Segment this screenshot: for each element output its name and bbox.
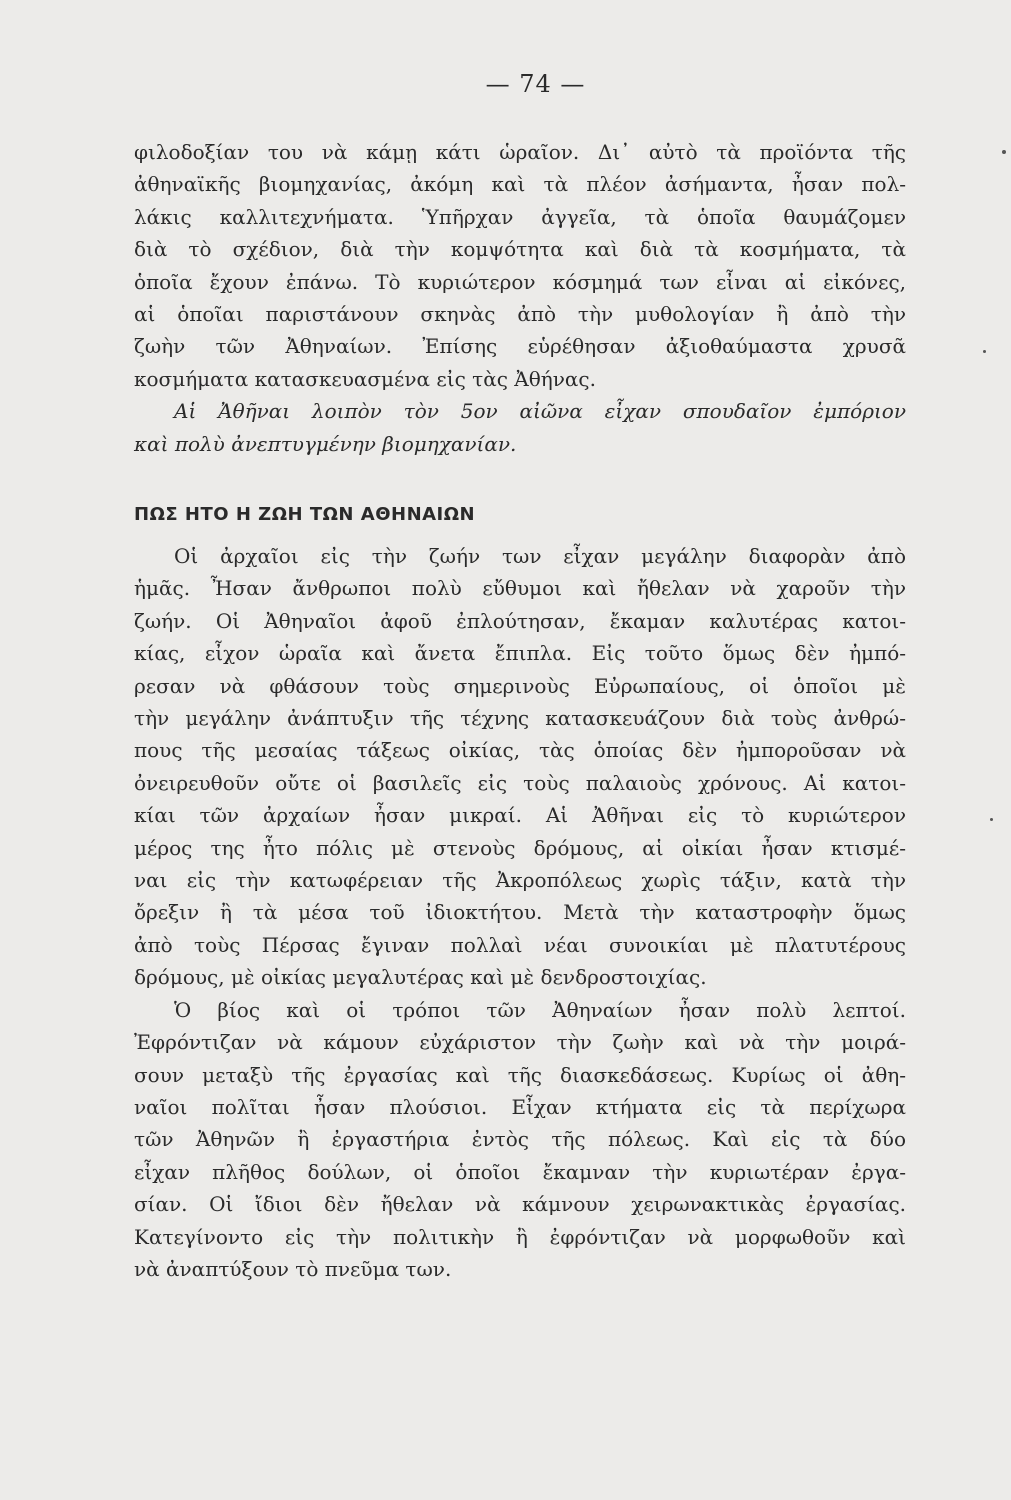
text-line: ναῖοι πολῖται ἦσαν πλούσιοι. Εἶχαν κτήματα εἰς τὰ περίχωρα [134,1094,906,1119]
text-line: τὴν μεγάλην ἀνάπτυξιν τῆς τέχνης κατασκευάζουν διὰ τοὺς ἀνθρώ- [134,706,906,731]
text-line: σίαν. Οἱ ἴδιοι δὲν ἤθελαν νὰ κάμνουν χειρωνακτικὰς ἐργασίας. [134,1192,906,1217]
section-commerce-text [134,136,906,460]
text-line: κίαι τῶν ἀρχαίων ἦσαν μικραί. Αἱ Ἀθῆναι εἰς τὸ κυριώτερον [134,803,906,828]
text-line: ρεσαν νὰ φθάσουν τοὺς σημερινοὺς Εὐρωπαίους, οἱ ὁποῖοι μὲ [134,673,906,698]
text-line: ζωήν. Οἱ Ἀθηναῖοι ἀφοῦ ἐπλούτησαν, ἔκαμαν καλυτέρας κατοι- [134,608,906,633]
text-line: τῶν Ἀθηνῶν ἢ ἐργαστήρια ἐντὸς τῆς πόλεως. Καὶ εἰς τὰ δύο [134,1127,906,1152]
text-line: κοσμήματα κατασκευασμένα εἰς τὰς Ἀθήνας. [134,366,596,391]
text-line: ἀπὸ τοὺς Πέρσας ἔγιναν πολλαὶ νέαι συνοικίαι μὲ πλατυτέρους [134,932,906,957]
text-line: ἡμᾶς. Ἦσαν ἄνθρωποι πολὺ εὔθυμοι καὶ ἤθελαν νὰ χαροῦν τὴν [134,576,906,601]
text-line: κίας, εἶχον ὡραῖα καὶ ἄνετα ἔπιπλα. Εἰς τοῦτο ὅμως δὲν ἠμπό- [134,641,906,666]
summary-line: Αἱ Ἀθῆναι λοιπὸν τὸν 5ον αἰῶνα εἶχαν σπουδαῖον ἐμπόριον [174,399,906,424]
text-line: ὀνειρευθοῦν οὔτε οἱ βασιλεῖς εἰς τοὺς παλαιοὺς χρόνους. Αἱ κατοι- [134,770,906,795]
text-line: μέρος της ἦτο πόλις μὲ στενοὺς δρόμους, αἱ οἰκίαι ἦσαν κτισμέ- [134,835,906,860]
page-number: — 74 — [485,70,586,98]
text-line: σουν μεταξὺ τῆς ἐργασίας καὶ τῆς διασκεδάσεως. Κυρίως οἱ ἀθη- [134,1062,906,1087]
text-line: Ἐφρόντιζαν νὰ κάμουν εὐχάριστον τὴν ζωὴν καὶ νὰ τὴν μοιρά- [134,1030,906,1055]
text-line: ναι εἰς τὴν κατωφέρειαν τῆς Ἀκροπόλεως χωρὶς τάξιν, κατὰ τὴν [134,868,906,893]
text-line: Οἱ ἀρχαῖοι εἰς τὴν ζωήν των εἶχαν μεγάλην διαφορὰν ἀπὸ [174,544,906,568]
text-line: αἱ ὁποῖαι παριστάνουν σκηνὰς ἀπὸ τὴν μυθολογίαν ἢ ἀπὸ τὴν [134,302,906,327]
text-line: νὰ ἀναπτύξουν τὸ πνεῦμα των. [134,1256,452,1281]
text-line: Κατεγίνοντο εἰς τὴν πολιτικὴν ἢ ἐφρόντιζαν νὰ μορφωθοῦν καὶ [134,1224,906,1249]
text-line: φιλοδοξίαν του νὰ κάμῃ κάτι ὡραῖον. Δι᾿ αὐτὸ τὰ προϊόντα τῆς [134,140,906,164]
text-line: λάκις καλλιτεχνήματα. Ὑπῆρχαν ἀγγεῖα, τὰ ὁποῖα θαυμάζομεν [134,204,906,229]
print-speck [983,350,986,353]
text-line: ὄρεξιν ἢ τὰ μέσα τοῦ ἰδιοκτήτου. Μετὰ τὴν καταστροφὴν ὅμως [134,900,906,925]
text-line: διὰ τὸ σχέδιον, διὰ τὴν κομψότητα καὶ διὰ τὰ κοσμήματα, τὰ [134,237,906,262]
text-line: πους τῆς μεσαίας τάξεως οἰκίας, τὰς ὁποίας δὲν ἠμποροῦσαν νὰ [134,738,906,763]
print-speck [990,818,993,821]
print-speck [1002,150,1006,154]
text-line: εἶχαν πλῆθος δούλων, οἱ ὁποῖοι ἔκαμναν τὴν κυριωτέραν ἐργα- [134,1159,906,1184]
summary-line: καὶ πολὺ ἀνεπτυγμένην βιομηχανίαν. [134,431,517,456]
section-heading: ΠΩΣ ΗΤΟ Η ΖΩΗ ΤΩΝ ΑΘΗΝΑΙΩΝ [134,504,476,525]
section-life-text [134,540,906,1285]
text-line: Ὁ βίος καὶ οἱ τρόποι τῶν Ἀθηναίων ἦσαν πολὺ λεπτοί. [174,997,906,1022]
text-line: δρόμους, μὲ οἰκίας μεγαλυτέρας καὶ μὲ δενδροστοιχίας. [134,965,707,990]
text-line: ἀθηναϊκῆς βιομηχανίας, ἀκόμη καὶ τὰ πλέον ἀσήμαντα, ἦσαν πολ- [134,172,906,197]
text-line: ζωὴν τῶν Ἀθηναίων. Ἐπίσης εὑρέθησαν ἀξιοθαύμαστα χρυσᾶ [134,334,906,359]
text-line: ὁποῖα ἔχουν ἐπάνω. Τὸ κυριώτερον κόσμημά των εἶναι αἱ εἰκόνες, [134,269,906,294]
